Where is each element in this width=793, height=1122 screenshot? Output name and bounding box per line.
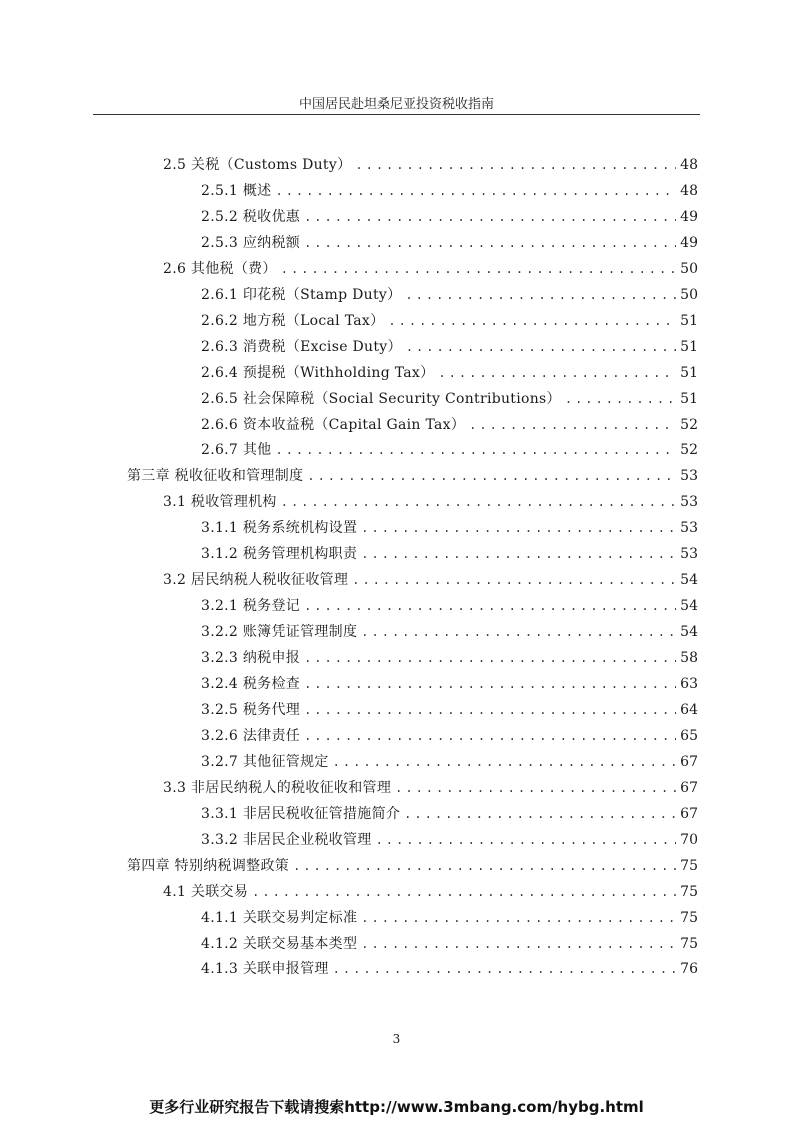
toc-entry-page: 51 <box>680 365 698 381</box>
toc-dot-leader <box>395 776 676 800</box>
toc-entry-page: 67 <box>680 806 698 822</box>
toc-entry-page: 54 <box>680 624 698 640</box>
toc-entry-label: 3.1 税收管理机构 <box>163 494 277 510</box>
toc-entry[interactable] <box>201 438 698 462</box>
toc-entry-label: 2.6 其他税（费） <box>163 261 277 277</box>
toc-entry[interactable] <box>201 620 698 644</box>
footer-download-link[interactable]: 更多行业研究报告下载请搜索http://www.3mbang.com/hybg.html <box>149 1098 644 1116</box>
toc-entry[interactable] <box>127 464 698 488</box>
toc-entry-label: 3.2.5 税务代理 <box>201 702 301 718</box>
toc-entry[interactable] <box>201 906 698 930</box>
toc-entry-label: 4.1.3 关联申报管理 <box>201 961 329 977</box>
toc-entry-page: 67 <box>680 780 698 796</box>
toc-entry-page: 67 <box>680 754 698 770</box>
toc-dot-leader <box>361 932 676 956</box>
toc-entry[interactable] <box>201 672 698 696</box>
toc-entry-label: 3.3 非居民纳税人的税收征收和管理 <box>163 780 392 796</box>
toc-entry[interactable] <box>201 724 698 748</box>
toc-entry-label: 3.2.2 账簿凭证管理制度 <box>201 624 358 640</box>
toc-entry[interactable] <box>201 413 698 437</box>
toc-dot-leader <box>352 568 676 592</box>
toc-entry[interactable] <box>201 309 698 333</box>
toc-entry-page: 48 <box>680 183 698 199</box>
toc-entry-label: 3.2.3 纳税申报 <box>201 650 301 666</box>
toc-dot-leader <box>388 309 676 333</box>
toc-entry[interactable] <box>127 854 698 878</box>
toc-entry-label: 4.1.1 关联交易判定标准 <box>201 910 358 926</box>
toc-entry-label: 2.5 关税（Customs Duty） <box>163 157 352 173</box>
toc-dot-leader <box>404 802 676 826</box>
toc-dot-leader <box>333 957 677 981</box>
toc-dot-leader <box>275 438 676 462</box>
toc-entry[interactable] <box>201 646 698 670</box>
toc-entry-label: 2.6.4 预提税（Withholding Tax） <box>201 365 435 381</box>
toc-dot-leader <box>469 413 676 437</box>
toc-entry[interactable] <box>163 490 698 514</box>
toc-entry-label: 3.3.2 非居民企业税收管理 <box>201 832 372 848</box>
toc-entry-label: 3.1.1 税务系统机构设置 <box>201 520 358 536</box>
page-number: 3 <box>392 1032 401 1046</box>
toc-dot-leader <box>304 594 676 618</box>
toc-dot-leader <box>361 542 676 566</box>
toc-entry-page: 49 <box>680 209 698 225</box>
toc-entry-label: 2.6.7 其他 <box>201 442 272 458</box>
toc-entry[interactable] <box>201 957 698 981</box>
toc-entry-page: 64 <box>680 702 698 718</box>
toc-entry[interactable] <box>201 802 698 826</box>
toc-dot-leader <box>565 387 676 411</box>
toc-entry-label: 4.1.2 关联交易基本类型 <box>201 936 358 952</box>
toc-dot-leader <box>355 153 676 177</box>
toc-entry-page: 51 <box>680 391 698 407</box>
toc-dot-leader <box>361 620 676 644</box>
toc-entry-page: 53 <box>680 494 698 510</box>
toc-entry-label: 3.2.1 税务登记 <box>201 598 301 614</box>
toc-entry-page: 48 <box>680 157 698 173</box>
toc-entry-page: 75 <box>680 858 698 874</box>
toc-entry-page: 50 <box>680 261 698 277</box>
toc-entry[interactable] <box>163 776 698 800</box>
toc-entry[interactable] <box>201 828 698 852</box>
toc-entry-label: 第四章 特别纳税调整政策 <box>127 858 290 874</box>
toc-dot-leader <box>304 646 676 670</box>
toc-dot-leader <box>281 490 676 514</box>
toc-entry-label: 2.6.6 资本收益税（Capital Gain Tax） <box>201 417 466 433</box>
toc-entry-page: 50 <box>680 287 698 303</box>
toc-dot-leader <box>281 257 676 281</box>
toc-entry-page: 52 <box>680 442 698 458</box>
toc-entry-page: 70 <box>680 832 698 848</box>
toc-entry[interactable] <box>201 387 698 411</box>
toc-dot-leader <box>304 205 676 229</box>
toc-entry-page: 53 <box>680 468 698 484</box>
toc-entry[interactable] <box>201 361 698 385</box>
toc-dot-leader <box>304 698 676 722</box>
toc-entry-label: 3.2.7 其他征管规定 <box>201 754 329 770</box>
toc-entry[interactable] <box>163 568 698 592</box>
toc-entry[interactable] <box>201 179 698 203</box>
toc-entry-label: 2.5.2 税收优惠 <box>201 209 301 225</box>
toc-entry-label: 4.1 关联交易 <box>163 884 249 900</box>
toc-entry-label: 2.6.2 地方税（Local Tax） <box>201 313 385 329</box>
toc-entry[interactable] <box>201 932 698 956</box>
toc-entry-label: 2.6.1 印花税（Stamp Duty） <box>201 287 402 303</box>
toc-entry-label: 3.2.6 法律责任 <box>201 728 301 744</box>
toc-entry-page: 75 <box>680 884 698 900</box>
toc-entry-label: 第三章 税收征收和管理制度 <box>127 468 304 484</box>
toc-entry[interactable] <box>201 542 698 566</box>
toc-entry-label: 3.2.4 税务检查 <box>201 676 301 692</box>
toc-entry[interactable] <box>201 205 698 229</box>
toc-entry-page: 54 <box>680 572 698 588</box>
toc-entry[interactable] <box>201 750 698 774</box>
toc-dot-leader <box>406 335 676 359</box>
toc-entry[interactable] <box>201 516 698 540</box>
toc-entry[interactable] <box>201 283 698 307</box>
toc-entry-page: 52 <box>680 417 698 433</box>
toc-entry-page: 75 <box>680 936 698 952</box>
toc-dot-leader <box>361 516 676 540</box>
running-header-title: 中国居民赴坦桑尼亚投资税收指南 <box>298 97 494 112</box>
toc-entry[interactable] <box>201 594 698 618</box>
toc-entry-label: 3.1.2 税务管理机构职责 <box>201 546 358 562</box>
toc-entry-page: 76 <box>680 961 698 977</box>
toc-dot-leader <box>361 906 676 930</box>
toc-entry-page: 54 <box>680 598 698 614</box>
toc-entry-label: 3.2 居民纳税人税收征收管理 <box>163 572 349 588</box>
toc-entry[interactable] <box>201 698 698 722</box>
toc-entry-page: 53 <box>680 520 698 536</box>
toc-entry-page: 51 <box>680 339 698 355</box>
toc-entry-label: 2.5.1 概述 <box>201 183 272 199</box>
toc-dot-leader <box>304 231 676 255</box>
toc-dot-leader <box>376 828 677 852</box>
toc-dot-leader <box>252 880 676 904</box>
toc-entry-label: 2.5.3 应纳税额 <box>201 235 301 251</box>
toc-entry-page: 75 <box>680 910 698 926</box>
header-rule <box>93 114 700 115</box>
toc-entry-page: 51 <box>680 313 698 329</box>
toc-entry-label: 2.6.5 社会保障税（Social Security Contributions） <box>201 391 561 407</box>
toc-entry[interactable] <box>201 335 698 359</box>
toc-dot-leader <box>304 672 676 696</box>
toc-entry-page: 53 <box>680 546 698 562</box>
toc-dot-leader <box>307 464 676 488</box>
toc-dot-leader <box>438 361 676 385</box>
toc-entry-page: 49 <box>680 235 698 251</box>
toc-entry[interactable] <box>163 153 698 177</box>
toc-dot-leader <box>293 854 676 878</box>
toc-dot-leader <box>333 750 677 774</box>
toc-entry-page: 58 <box>680 650 698 666</box>
toc-dot-leader <box>304 724 676 748</box>
toc-dot-leader <box>405 283 676 307</box>
toc-entry-label: 2.6.3 消费税（Excise Duty） <box>201 339 402 355</box>
toc-entry[interactable] <box>201 231 698 255</box>
toc-entry-page: 65 <box>680 728 698 744</box>
toc-dot-leader <box>275 179 676 203</box>
toc-entry[interactable] <box>163 880 698 904</box>
toc-entry-label: 3.3.1 非居民税收征管措施简介 <box>201 806 401 822</box>
toc-entry-page: 63 <box>680 676 698 692</box>
toc-entry[interactable] <box>163 257 698 281</box>
